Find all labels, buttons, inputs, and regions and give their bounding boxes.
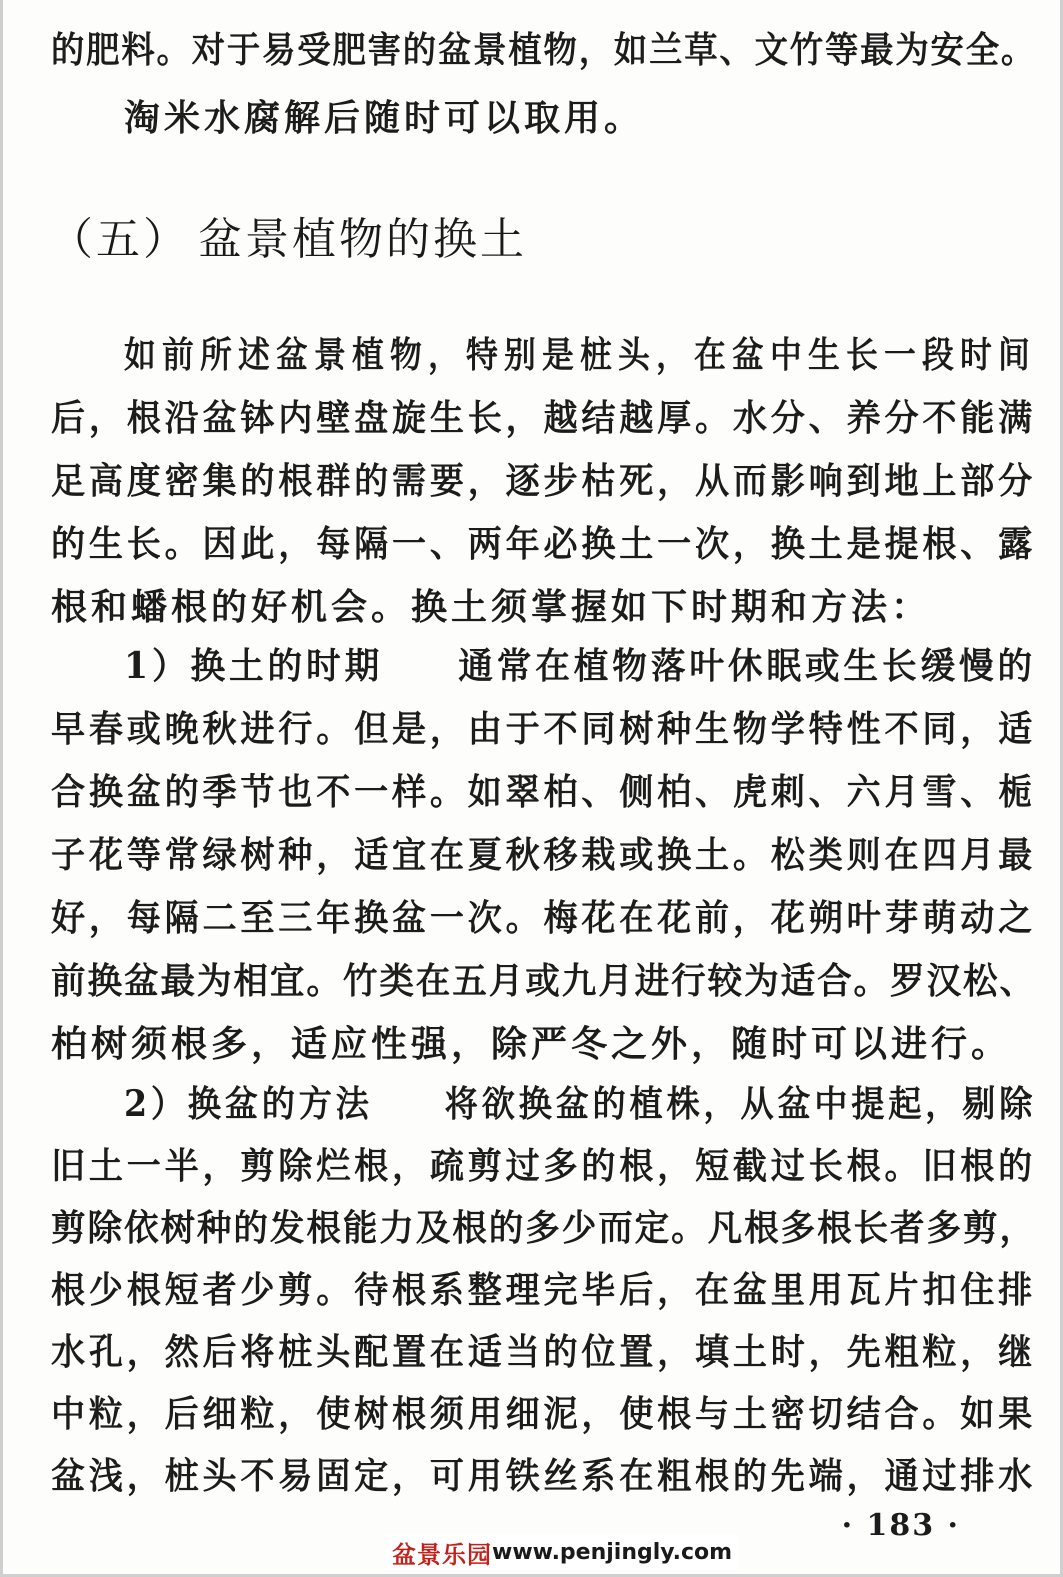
part2-first-line bbox=[124, 1082, 1036, 1126]
intro-line-4: 的生长。因此，每隔一、两年必换土一次，换土是提根、露 bbox=[51, 523, 1036, 565]
intro-line-2: 后，根沿盆钵内壁盘旋生长，越结越厚。水分、养分不能满 bbox=[51, 397, 1036, 439]
part2-line-5: 中粒，后细粒，使树根须用细泥，使根与土密切结合。如果 bbox=[51, 1393, 1036, 1435]
part1-line-6: 柏树须根多，适应性强，除严冬之外，随时可以进行。 bbox=[51, 1023, 1012, 1065]
part1-first-text: 通常在植物落叶休眠或生长缓慢的 bbox=[458, 645, 1037, 687]
part2-line-3: 根少根短者少剪。待根系整理完毕后，在盆里用瓦片扣住排 bbox=[51, 1269, 1036, 1311]
part2-first-text: 将欲换盆的植株，从盆中提起，剔除 bbox=[444, 1083, 1037, 1125]
part1-first-line bbox=[124, 644, 1036, 688]
part2-line-6: 盆浅，桩头不易固定，可用铁丝系在粗根的先端，通过排水 bbox=[51, 1455, 1036, 1497]
part1-label: 1）换土的时期 bbox=[124, 645, 384, 687]
section-heading-number: （五） bbox=[49, 214, 190, 265]
part1-line-4: 好，每隔二至三年换盆一次。梅花在花前，花朔叶芽萌动之 bbox=[51, 897, 1036, 939]
site-watermark bbox=[386, 1534, 738, 1570]
intro-line-1: 如前所述盆景植物，特别是桩头，在盆中生长一段时间 bbox=[124, 334, 1036, 376]
intro-line-3: 足高度密集的根群的需要，逐步枯死，从而影响到地上部分 bbox=[51, 460, 1036, 502]
part2-line-4: 水孔，然后将桩头配置在适当的位置，填土时，先粗粒，继 bbox=[51, 1331, 1036, 1373]
part2-label: 2）换盆的方法 bbox=[124, 1083, 373, 1125]
section-heading-title: 盆景植物的换土 bbox=[198, 214, 527, 265]
part1-line-5: 前换盆最为相宜。竹类在五月或九月进行较为适合。罗汉松、 bbox=[51, 960, 1036, 1002]
text-line-top-1: 的肥料。对于易受肥害的盆景植物，如兰草、文竹等最为安全。 bbox=[51, 29, 1037, 71]
part1-line-2: 合换盆的季节也不一样。如翠柏、侧柏、虎刺、六月雪、栀 bbox=[51, 771, 1036, 813]
watermark-url: www.penjingly.com bbox=[492, 1539, 733, 1565]
watermark-brand: 盆景乐园 bbox=[392, 1540, 492, 1569]
section-heading bbox=[49, 212, 527, 268]
part2-line-1: 旧土一半，剪除烂根，疏剪过多的根，短截过长根。旧根的 bbox=[51, 1145, 1036, 1187]
part2-line-2: 剪除依树种的发根能力及根的多少而定。凡根多根长者多剪， bbox=[51, 1207, 1036, 1249]
part1-line-3: 子花等常绿树种，适宜在夏秋移栽或换土。松类则在四月最 bbox=[51, 834, 1036, 876]
text-line-top-2: 淘米水腐解后随时可以取用。 bbox=[124, 97, 645, 139]
intro-line-5: 根和蟠根的好机会。换土须掌握如下时期和方法： bbox=[51, 586, 932, 628]
part1-line-1: 早春或晚秋进行。但是，由于不同树种生物学特性不同，适 bbox=[51, 708, 1036, 750]
page-number: · 183 · bbox=[841, 1508, 960, 1543]
